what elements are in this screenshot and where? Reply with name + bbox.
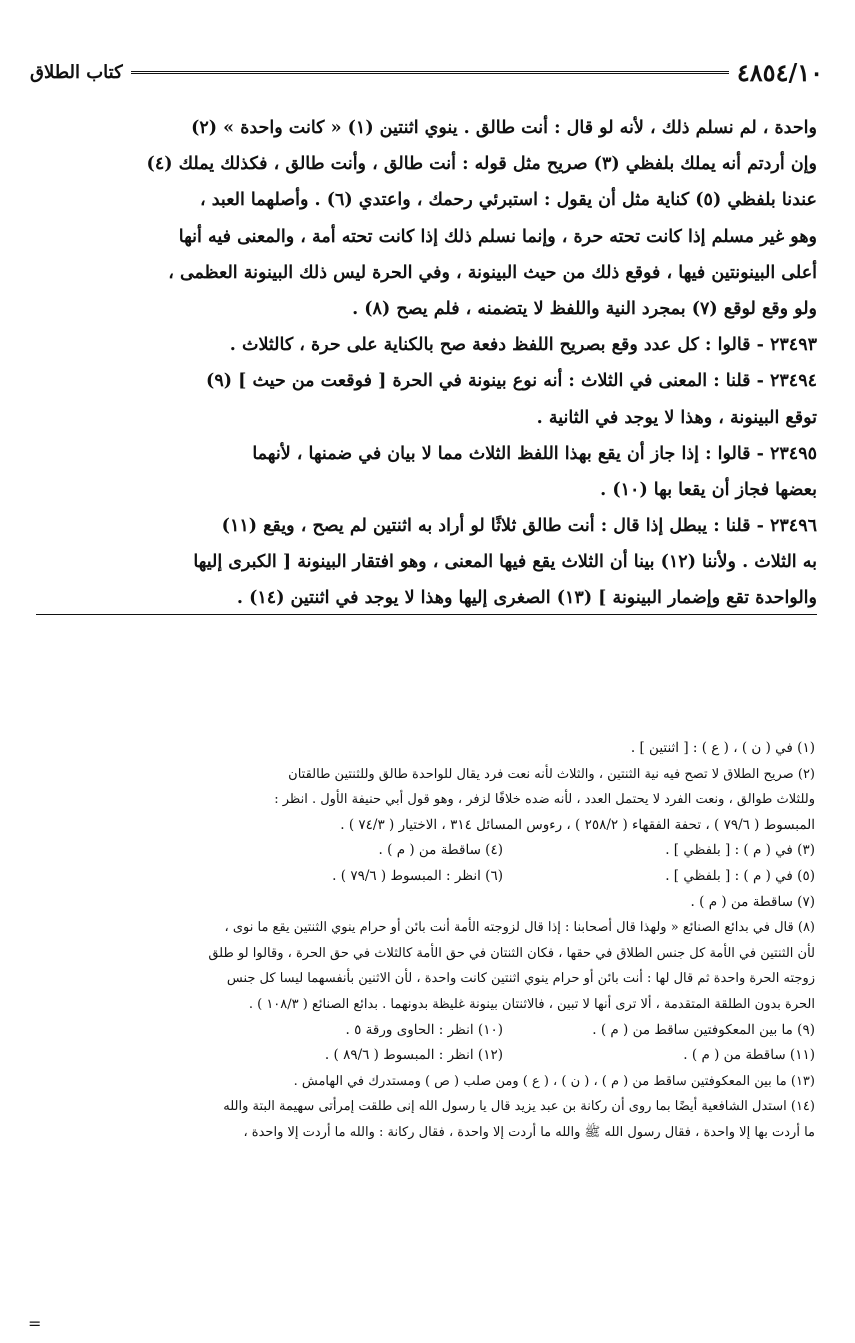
footnote-pair: [34, 864, 815, 890]
footnote-12: (١٢) انظر : المبسوط ( ٨٩/٦ ) .: [324, 1047, 503, 1064]
issue-23496: ٢٣٤٩٦ - قلنا : يبطل إذا قال : أنت طالق ثلاثًا لو أراد به اثنتين لم يصح ، ويقع (١١): [221, 516, 817, 537]
main-text: [36, 110, 817, 615]
text-line: ولو وقع لوقع (٧) بمجرد النية واللفظ لا يتضمنه ، فلم يصح (٨) .: [352, 298, 817, 319]
header-rule: [131, 71, 729, 74]
footnote-8-cont: لأن الثنتين في الأمة كل جنس الطلاق في حقها ، فكان الثنتان في حق الأمة كالثلاث في حق الحرة ، وقالوا لو طلق: [208, 945, 815, 961]
footnote-2: (٢) صريح الطلاق لا تصح فيه نية الثنتين ، والثلاث لأنه نعت فرد يقال للواحدة طالق وللثنتين طالقتان: [288, 766, 815, 782]
footnote-2-cont: المبسوط ( ٧٩/٦ ) ، تحفة الفقهاء ( ٢٥٨/٢ ) ، رءوس المسائل ٣١٤ ، الاختيار ( ٧٤/٣ ) .: [340, 816, 815, 833]
text-line: واحدة ، لم نسلم ذلك ، لأنه لو قال : أنت طالق . ينوي اثنتين (١) « كانت واحدة » (٢): [191, 118, 817, 138]
footnote-pair: [34, 1018, 815, 1044]
footnote-8-cont: الحرة بدون الطلقة المتقدمة ، ألا ترى أنها لا تبين ، فالاثنتان بينونة غليظة بدونهما . بدائع الصنائع ( ١٠٨/٣ ) .: [248, 996, 815, 1012]
page-header: [30, 54, 823, 90]
footnote-10: (١٠) انظر : الحاوى ورقة ٥ .: [345, 1021, 503, 1038]
text-line: توقع البينونة ، وهذا لا يوجد في الثانية .: [536, 407, 817, 428]
footnote-pair: [34, 838, 815, 864]
footnotes: [34, 736, 815, 1146]
text-line: وهو غير مسلم إذا كانت تحته حرة ، وإنما نسلم ذلك إذا كانت تحته أمة ، والمعنى فيه أنها: [178, 226, 817, 247]
page-number: ٤٨٥٤/١٠: [736, 57, 823, 87]
footnote-7: (٧) ساقطة من ( م ) .: [690, 893, 815, 910]
footnote-14: (١٤) استدل الشافعية أيضًا بما روى أن ركانة بن عبد يزيد قال يا رسول الله إنى طلقت إمرأتى سهيمة البتة والله: [223, 1099, 815, 1115]
footnote-pair: [34, 1043, 815, 1069]
footnote-11: (١١) ساقطة من ( م ) .: [683, 1047, 815, 1064]
footnote-8: (٨) قال في بدائع الصنائع « ولهذا قال أصحابنا : إذا قال لزوجته الأمة أنت بائن أو حرام ينوي الثنتين يقع ما نوى ،: [224, 920, 815, 936]
footnote-4: (٤) ساقطة من ( م ) .: [378, 842, 503, 859]
text-line: بعضها فجاز أن يقعا بها (١٠) .: [600, 479, 817, 500]
footnote-9: (٩) ما بين المعكوفتين ساقط من ( م ) .: [592, 1021, 815, 1038]
text-line: عندنا بلفظي (٥) كناية مثل أن يقول : استبرئي رحمك ، واعتدي (٦) . وأصلهما العبد ،: [200, 190, 817, 211]
footnote-2-cont: وللثلاث طوالق ، ونعت الفرد لا يحتمل العدد ، لأنه ضده خلافًا لزفر ، وهو قول أبي حنيفة الأول . انظر :: [274, 792, 815, 808]
footnote-1: (١) في ( ن ) ، ( ع ) : [ اثنتين ] .: [630, 740, 815, 756]
issue-23493: ٢٣٤٩٣ - قالوا : كل عدد وقع بصريح اللفظ دفعة صح بالكناية على حرة ، كالثلاث .: [229, 335, 817, 356]
text-line: وإن أردتم أنه يملك بلفظي (٣) صريح مثل قوله : أنت طالق ، وأنت طالق ، فكذلك يملك (٤): [146, 154, 817, 175]
continuation-mark: =: [28, 1314, 42, 1333]
text-line: والواحدة تقع وإضمار البينونة ] (١٣) الصغرى إليها وهذا لا يوجد في اثنتين (١٤) .: [36, 580, 817, 615]
issue-23495: ٢٣٤٩٥ - قالوا : إذا جاز أن يقع بهذا اللفظ الثلاث مما لا بيان في ضمنها ، لأنهما: [252, 443, 817, 464]
text-line: به الثلاث . ولأننا (١٢) بينا أن الثلاث يقع فيها المعنى ، وهو افتقار البينونة [ الكبرى إليها: [193, 552, 817, 573]
book-title: كتاب الطلاق: [30, 61, 123, 83]
footnote-8-cont: زوجته الحرة واحدة ثم قال لها : أنت بائن أو حرام ينوي اثنتين كانت واحدة ، لأن الاثنين بأنفسهما ليسا كل جنس: [226, 971, 815, 987]
footnote-14-cont: ما أردت بها إلا واحدة ، فقال رسول الله ﷺ والله ما أردت إلا واحدة ، فقال ركانة : والله ما أردت إلا واحدة ،: [243, 1124, 815, 1140]
text-line: أعلى البينونتين فيها ، فوقع ذلك من حيث البينونة ، وفي الحرة ليس ذلك البينونة العظمى ،: [168, 262, 817, 283]
footnote-3: (٣) في ( م ) : [ بلفظي ] .: [665, 842, 815, 859]
footnote-6: (٦) انظر : المبسوط ( ٧٩/٦ ) .: [332, 867, 503, 884]
footnote-13: (١٣) ما بين المعكوفتين ساقط من ( م ) ، ( ن ) ، ( ع ) ومن صلب ( ص ) ومستدرك في الهامش .: [293, 1073, 815, 1089]
issue-23494: ٢٣٤٩٤ - قلنا : المعنى في الثلاث : أنه نوع بينونة في الحرة [ فوقعت من حيث ] (٩): [206, 371, 817, 392]
footnote-5: (٥) في ( م ) : [ بلفظي ] .: [665, 867, 815, 884]
